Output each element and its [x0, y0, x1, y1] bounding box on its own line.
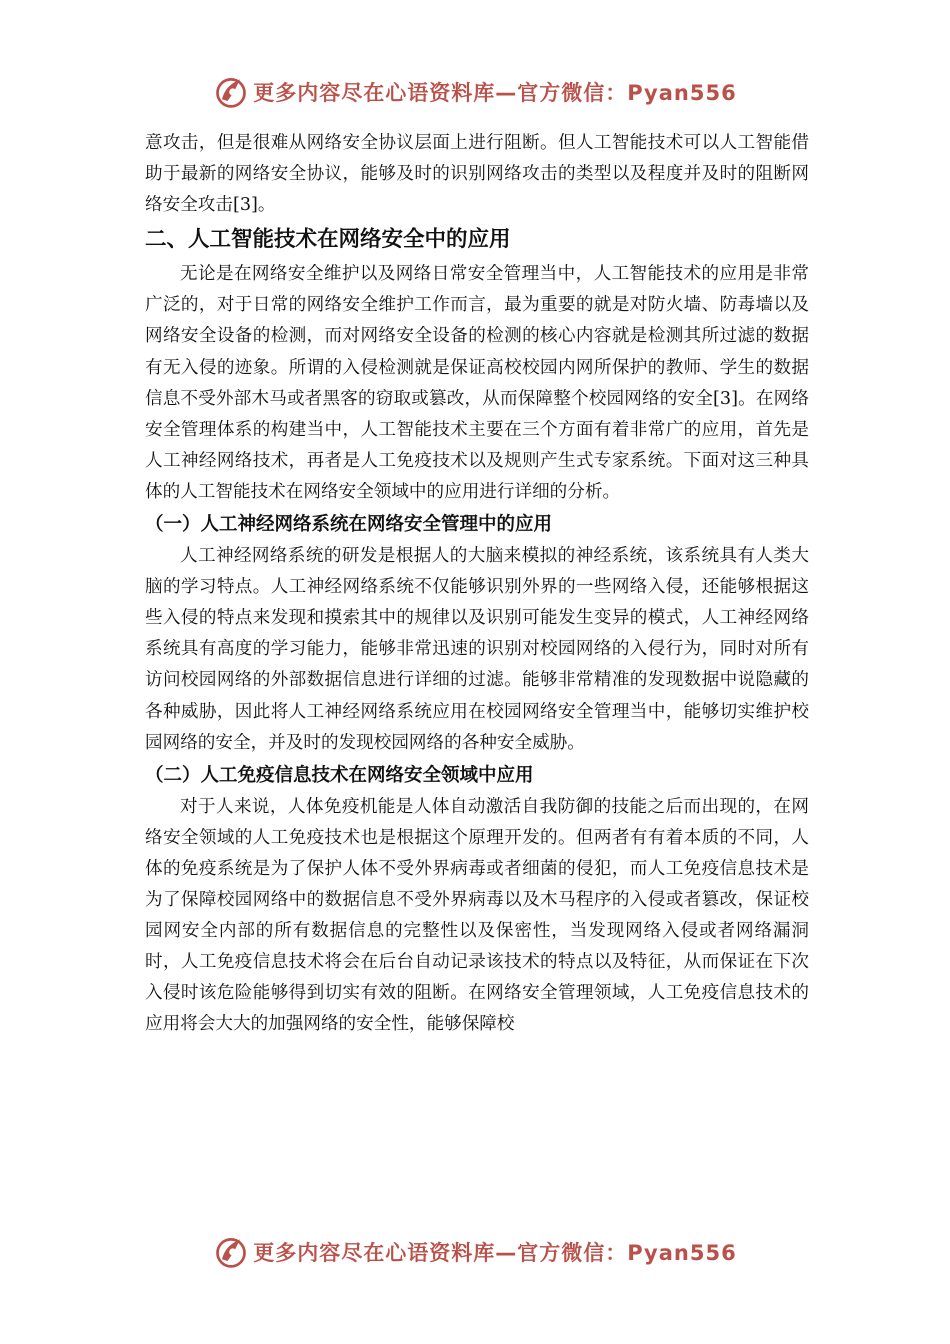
footer-text: 更多内容尽在心语资料库—官方微信：Pyan556 [253, 1241, 737, 1265]
subsection-heading-immune: （二）人工免疫信息技术在网络安全领域中应用 [145, 764, 534, 786]
header-text: 更多内容尽在心语资料库—官方微信：Pyan556 [253, 81, 737, 105]
subsection-heading-neural-network: （一）人工神经网络系统在网络安全管理中的应用 [145, 514, 553, 536]
flame-swirl-logo-icon [213, 74, 249, 110]
section-heading: 二、人工智能技术在网络安全中的应用 [145, 227, 511, 253]
page-footer-banner [0, 1232, 950, 1272]
document-body [145, 128, 809, 1040]
paragraph-continued: 意攻击，但是很难从网络安全协议层面上进行阻断。但人工智能技术可以人工智能借助于最新的网络安全协议，能够及时的识别网络攻击的类型以及程度并及时的阻断网络安全攻击[3]。 [145, 133, 809, 216]
paragraph-immune: 对于人来说，人体免疫机能是人体自动激活自我防御的技能之后而出现的，在网络安全领域的人工免疫技术也是根据这个原理开发的。但两者有有着本质的不同，人体的免疫系统是为了保护人体不受外界病毒或者细菌的侵犯，而人工免疫信息技术是为了保障校园网络中的数据信息不受外界病毒以及木马程序的入侵或者篡改，保证校园网安全内部的所有数据信息的完整性以及保密性，当发现网络入侵或者网络漏洞时，人工免疫信息技术将会在后台自动记录该技术的特点以及特征，从而保证在下次入侵时该危险能够得到切实有效的阻断。在网络安全管理领域，人工免疫信息技术的应用将会大大的加强网络的安全性，能够保障校 [145, 796, 809, 1035]
flame-swirl-logo-icon [213, 1234, 249, 1270]
paragraph-neural-network: 人工神经网络系统的研发是根据人的大脑来模拟的神经系统，该系统具有人类大脑的学习特点。人工神经网络系统不仅能够识别外界的一些网络入侵，还能够根据这些入侵的特点来发现和摸索其中的规律以及识别可能发生变异的模式，人工神经网络系统具有高度的学习能力，能够非常迅速的识别对校园网络的入侵行为，同时对所有访问校园网络的外部数据信息进行详细的过滤。能够非常精准的发现数据中说隐藏的各种威胁，因此将人工神经网络系统应用在校园网络安全管理当中，能够切实维护校园网络的安全，并及时的发现校园网络的各种安全威胁。 [145, 546, 809, 753]
page-header-banner [0, 72, 950, 112]
paragraph-overview: 无论是在网络安全维护以及网络日常安全管理当中，人工智能技术的应用是非常广泛的，对于日常的网络安全维护工作而言，最为重要的就是对防火墙、防毒墙以及网络安全设备的检测，而对网络安全设备的检测的核心内容就是检测其所过滤的数据有无入侵的迹象。所谓的入侵检测就是保证高校校园内网所保护的教师、学生的数据信息不受外部木马或者黑客的窃取或篡改，从而保障整个校园网络的安全[3]。在网络安全管理体系的构建当中，人工智能技术主要在三个方面有着非常广的应用，首先是人工神经网络技术，再者是人工免疫技术以及规则产生式专家系统。下面对这三种具体的人工智能技术在网络安全领域中的应用进行详细的分析。 [145, 264, 809, 502]
